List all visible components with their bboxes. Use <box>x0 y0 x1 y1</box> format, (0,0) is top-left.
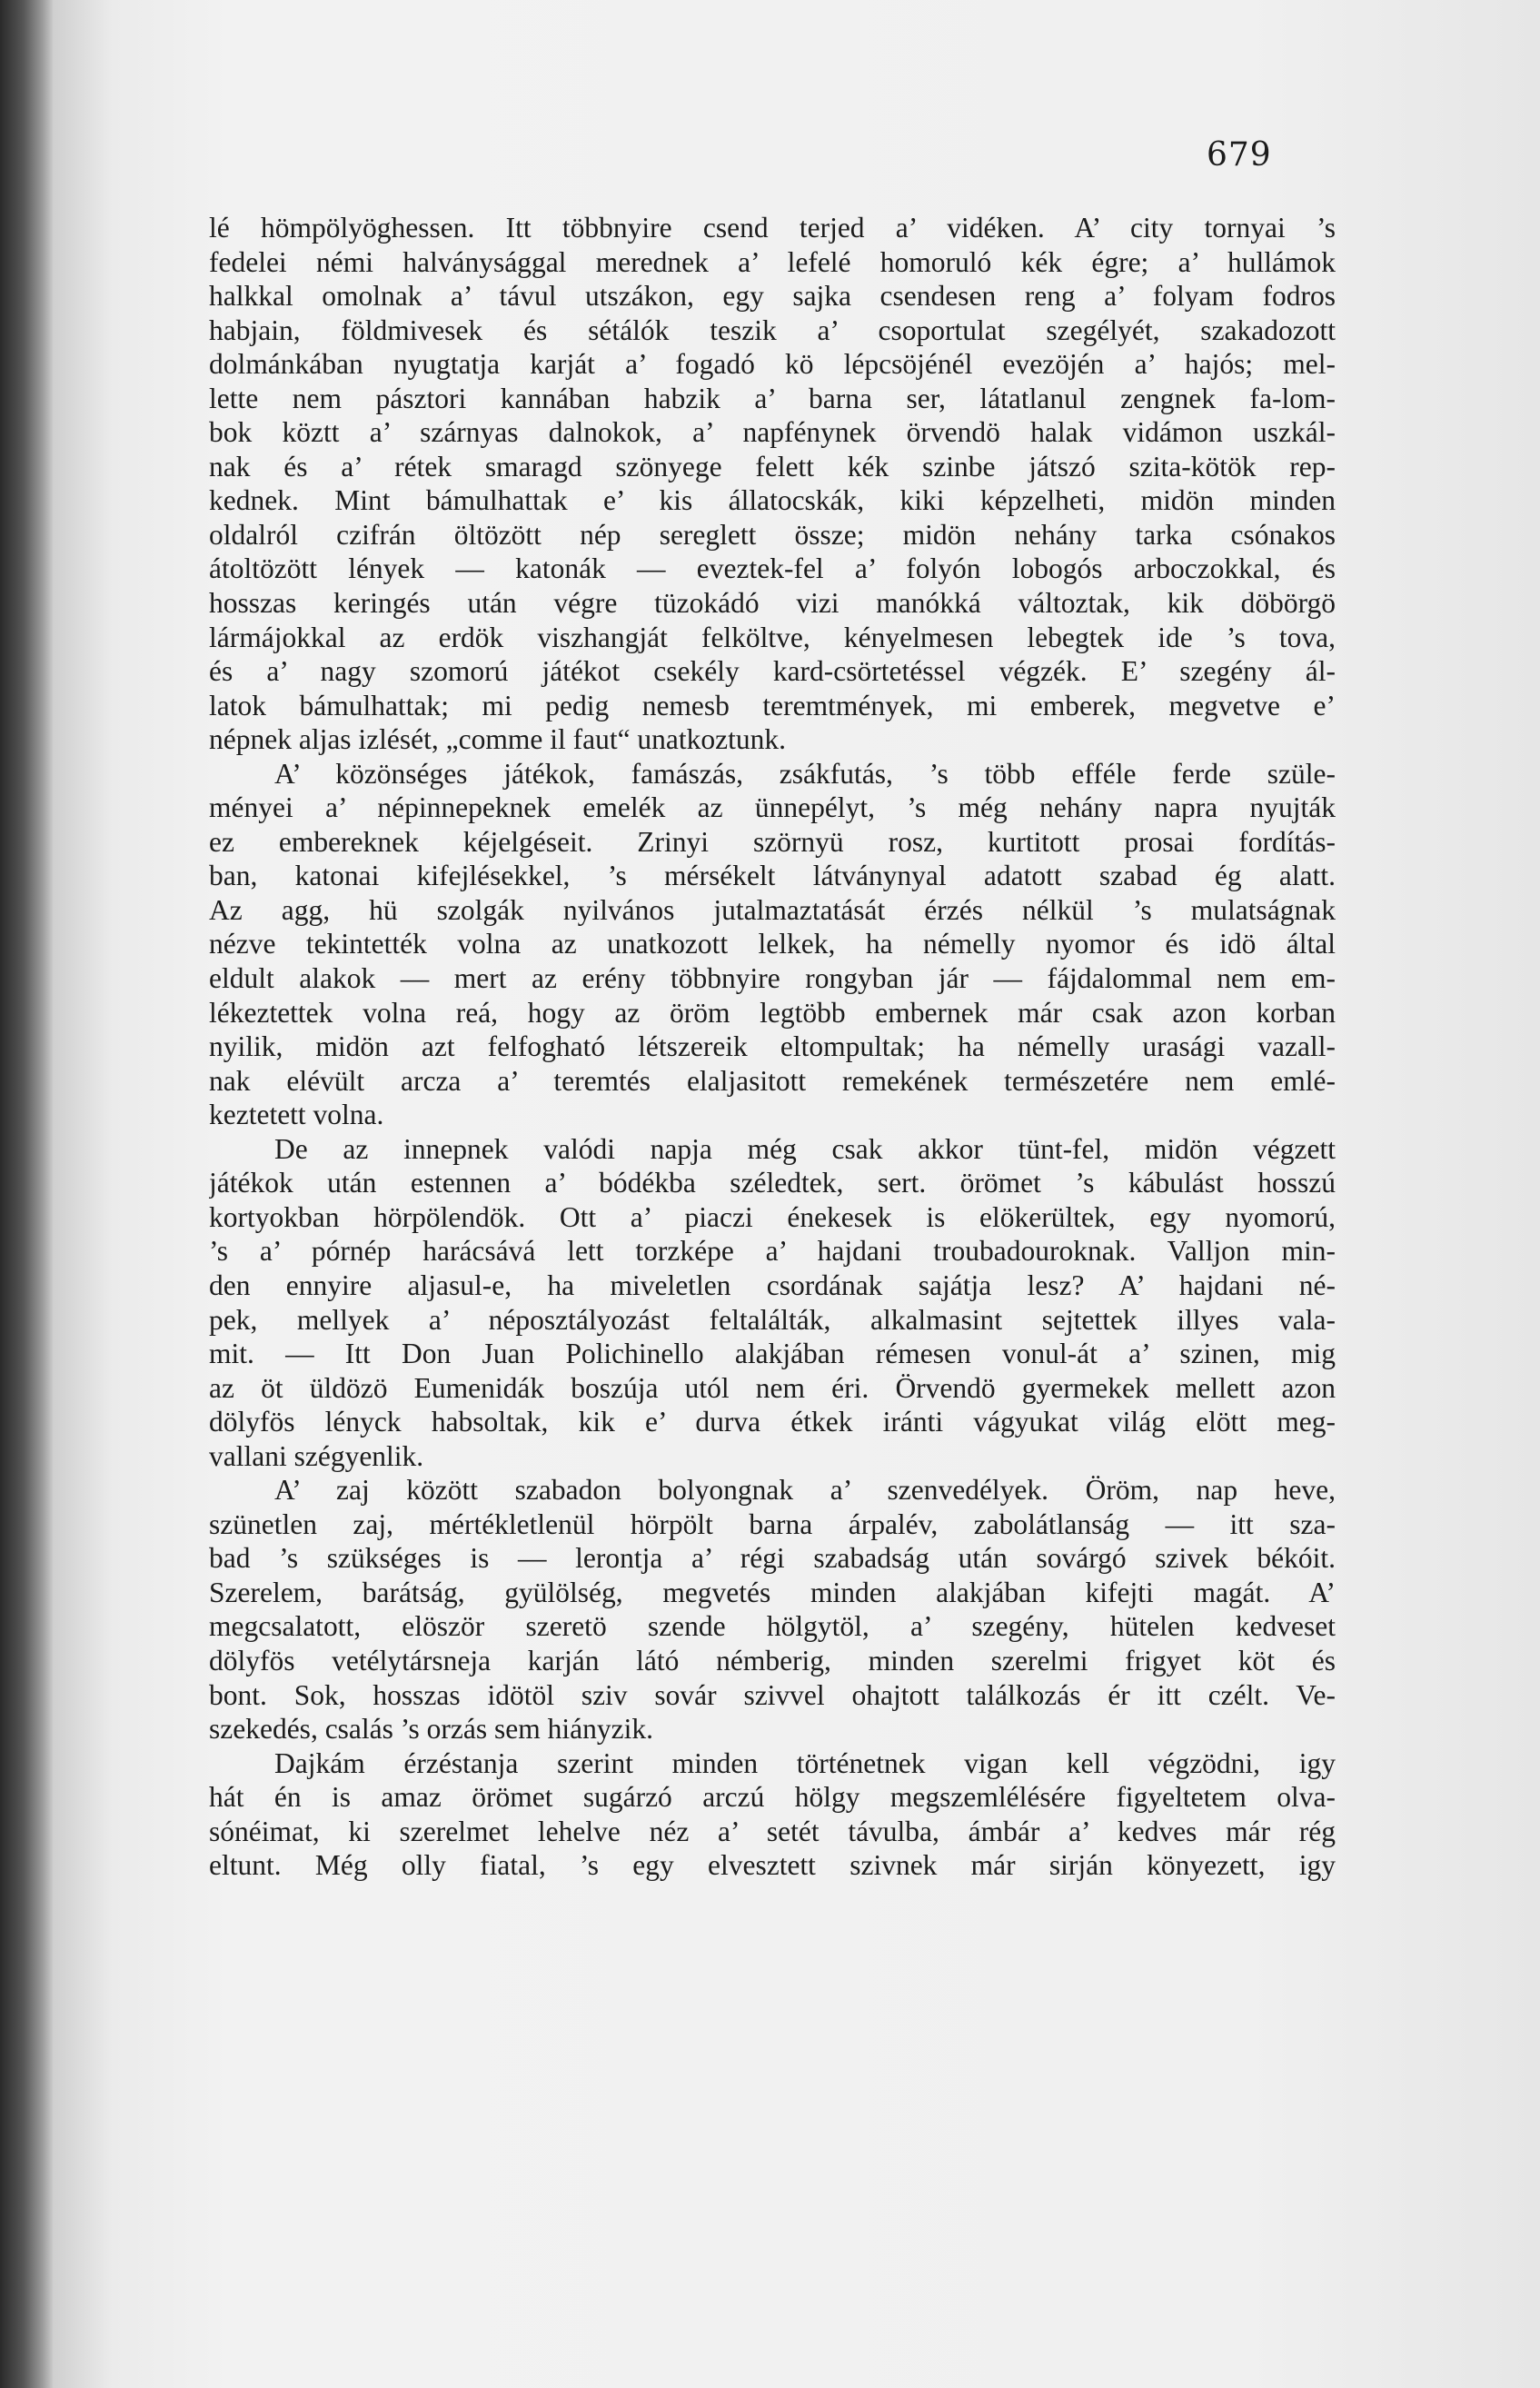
body-text <box>209 211 1336 1883</box>
text-line: vallani szégyenlik. <box>209 1439 424 1472</box>
text-line: népnek aljas izlését, „comme il faut“ unatkoztunk. <box>209 723 787 756</box>
text-line: bok köztt a’ szárnyas dalnokok, a’ napfénynek örvendö halak vidámon uszkál- <box>209 416 1336 449</box>
text-line: nyilik, midön azt felfogható létszereik eltompultak; ha némelly urasági vazall- <box>209 1030 1336 1063</box>
text-line: játékok után estennen a’ bódékba széledtek, sert. örömet ’s kábulást hosszú <box>209 1167 1336 1199</box>
book-gutter-shadow <box>0 0 53 2388</box>
text-line: hát én is amaz örömet sugárzó arczú hölgy megszemlélésére figyeltetem olva- <box>209 1781 1336 1814</box>
text-line: Szerelem, barátság, gyülölség, megvetés minden alakjában kifejti magát. A’ <box>209 1576 1336 1608</box>
text-line: nak elévült arcza a’ teremtés elaljasitott remekének természetére nem emlé- <box>209 1064 1336 1097</box>
page-number: 679 <box>1207 136 1272 174</box>
text-line: hosszas keringés után végre tüzokádó vizi manókká változtak, kik döbörgö <box>209 587 1336 620</box>
text-line: az öt üldözö Eumenidák boszúja utól nem éri. Örvendö gyermekek mellett azon <box>209 1371 1336 1404</box>
text-line: mit. — Itt Don Juan Polichinello alakjában rémesen vonul-át a’ szinen, mig <box>209 1338 1336 1370</box>
text-line: den ennyire aljasul-e, ha miveletlen csordának sajátja lesz? A’ hajdani né- <box>209 1269 1336 1301</box>
text-line: ’s a’ pórnép harácsává lett torzképe a’ hajdani troubadouroknak. Valljon min- <box>209 1235 1336 1268</box>
text-line: lékeztettek volna reá, hogy az öröm legtöbb embernek már csak azon korban <box>209 996 1336 1029</box>
text-line: bad ’s szükséges is — lerontja a’ régi szabadság után sovárgó szivek békóit. <box>209 1542 1336 1575</box>
text-line: és a’ nagy szomorú játékot csekély kard-csörtetéssel végzék. E’ szegény ál- <box>209 655 1336 688</box>
text-line: dolmánkában nyugtatja karját a’ fogadó kö lépcsöjénél evezöjén a’ hajós; mel- <box>209 348 1336 381</box>
text-line: A’ közönséges játékok, famászás, zsákfutás, ’s több efféle ferde szüle- <box>274 757 1336 790</box>
text-line: keztetett volna. <box>209 1099 384 1131</box>
text-line: ez embereknek kéjelgéseit. Zrinyi szörnyü rosz, kurtitott prosai fordítás- <box>209 825 1336 858</box>
text-line: átoltözött lények — katonák — eveztek-fel a’ folyón lobogós arboczokkal, és <box>209 552 1336 585</box>
text-line: lé hömpölyöghessen. Itt többnyire csend terjed a’ vidéken. A’ city tornyai ’s <box>209 212 1336 244</box>
text-line: nézve tekintették volna az unatkozott lelkek, ha némelly nyomor és idö által <box>209 928 1336 960</box>
text-line: latok bámulhattak; mi pedig nemesb teremtmények, mi emberek, megvetve e’ <box>209 689 1336 721</box>
text-line: oldalról czifrán öltözött nép sereglett össze; midön nehány tarka csónakos <box>209 518 1336 551</box>
text-line: halkkal omolnak a’ távul utszákon, egy sajka csendesen reng a’ folyam fodros <box>209 280 1336 313</box>
text-line: ményei a’ népinnepeknek emelék az ünnepélyt, ’s még nehány napra nyujták <box>209 791 1336 824</box>
text-line: fedelei némi halványsággal merednek a’ lefelé homoruló kék égre; a’ hullámok <box>209 245 1336 278</box>
text-line: megcsalatott, elöször szeretö szende hölgytöl, a’ szegény, hütelen kedveset <box>209 1610 1336 1643</box>
text-line: szünetlen zaj, mértékletlenül hörpölt barna árpalév, zabolátlanság — itt sza- <box>209 1507 1336 1540</box>
text-line: ban, katonai kifejlésekkel, ’s mérsékelt látványnyal adatott szabad ég alatt. <box>209 860 1336 892</box>
text-line: szekedés, csalás ’s orzás sem hiányzik. <box>209 1713 653 1746</box>
text-line: eldult alakok — mert az erény többnyire rongyban jár — fájdalommal nem em- <box>209 962 1336 995</box>
book-page <box>53 0 1540 2388</box>
text-line: nak és a’ rétek smaragd szönyege felett kék szinbe játszó szita-kötök rep- <box>209 450 1336 483</box>
text-line: dölyfös vetélytársneja karján látó némberig, minden szerelmi frigyet köt és <box>209 1644 1336 1677</box>
text-line: Az agg, hü szolgák nyilvános jutalmaztatását érzés nélkül ’s mulatságnak <box>209 893 1336 926</box>
text-line: kednek. Mint bámulhattak e’ kis állatocskák, kiki képzelheti, midön minden <box>209 484 1336 517</box>
text-line: lármájokkal az erdök viszhangját felköltve, kényelmesen lebegtek ide ’s tova, <box>209 621 1336 653</box>
text-line: Dajkám érzéstanja szerint minden történetnek vigan kell végzödni, igy <box>274 1746 1336 1779</box>
text-line: De az innepnek valódi napja még csak akkor tünt-fel, midön végzett <box>274 1132 1336 1165</box>
text-line: kortyokban hörpölendök. Ott a’ piaczi énekesek is elökerültek, egy nyomorú, <box>209 1200 1336 1233</box>
text-line: habjain, földmivesek és sétálók teszik a’ csoportulat szegélyét, szakadozott <box>209 313 1336 346</box>
text-line: pek, mellyek a’ néposztályozást feltalálták, alkalmasint sejtettek illyes vala- <box>209 1303 1336 1336</box>
text-line: eltunt. Még olly fiatal, ’s egy elvesztett szivnek már sirján könyezett, igy <box>209 1849 1336 1882</box>
text-line: dölyfös lényck habsoltak, kik e’ durva étkek iránti vágyukat világ elött meg- <box>209 1406 1336 1438</box>
text-line: sónéimat, ki szerelmet lehelve néz a’ setét távulba, ámbár a’ kedves már rég <box>209 1815 1336 1847</box>
text-line: A’ zaj között szabadon bolyongnak a’ szenvedélyek. Öröm, nap heve, <box>274 1474 1336 1507</box>
text-line: lette nem pásztori kannában habzik a’ barna ser, látatlanul zengnek fa-lom- <box>209 382 1336 414</box>
text-line: bont. Sok, hosszas idötöl sziv sovár szivvel ohajtott találkozás ér itt czélt. Ve- <box>209 1678 1336 1711</box>
